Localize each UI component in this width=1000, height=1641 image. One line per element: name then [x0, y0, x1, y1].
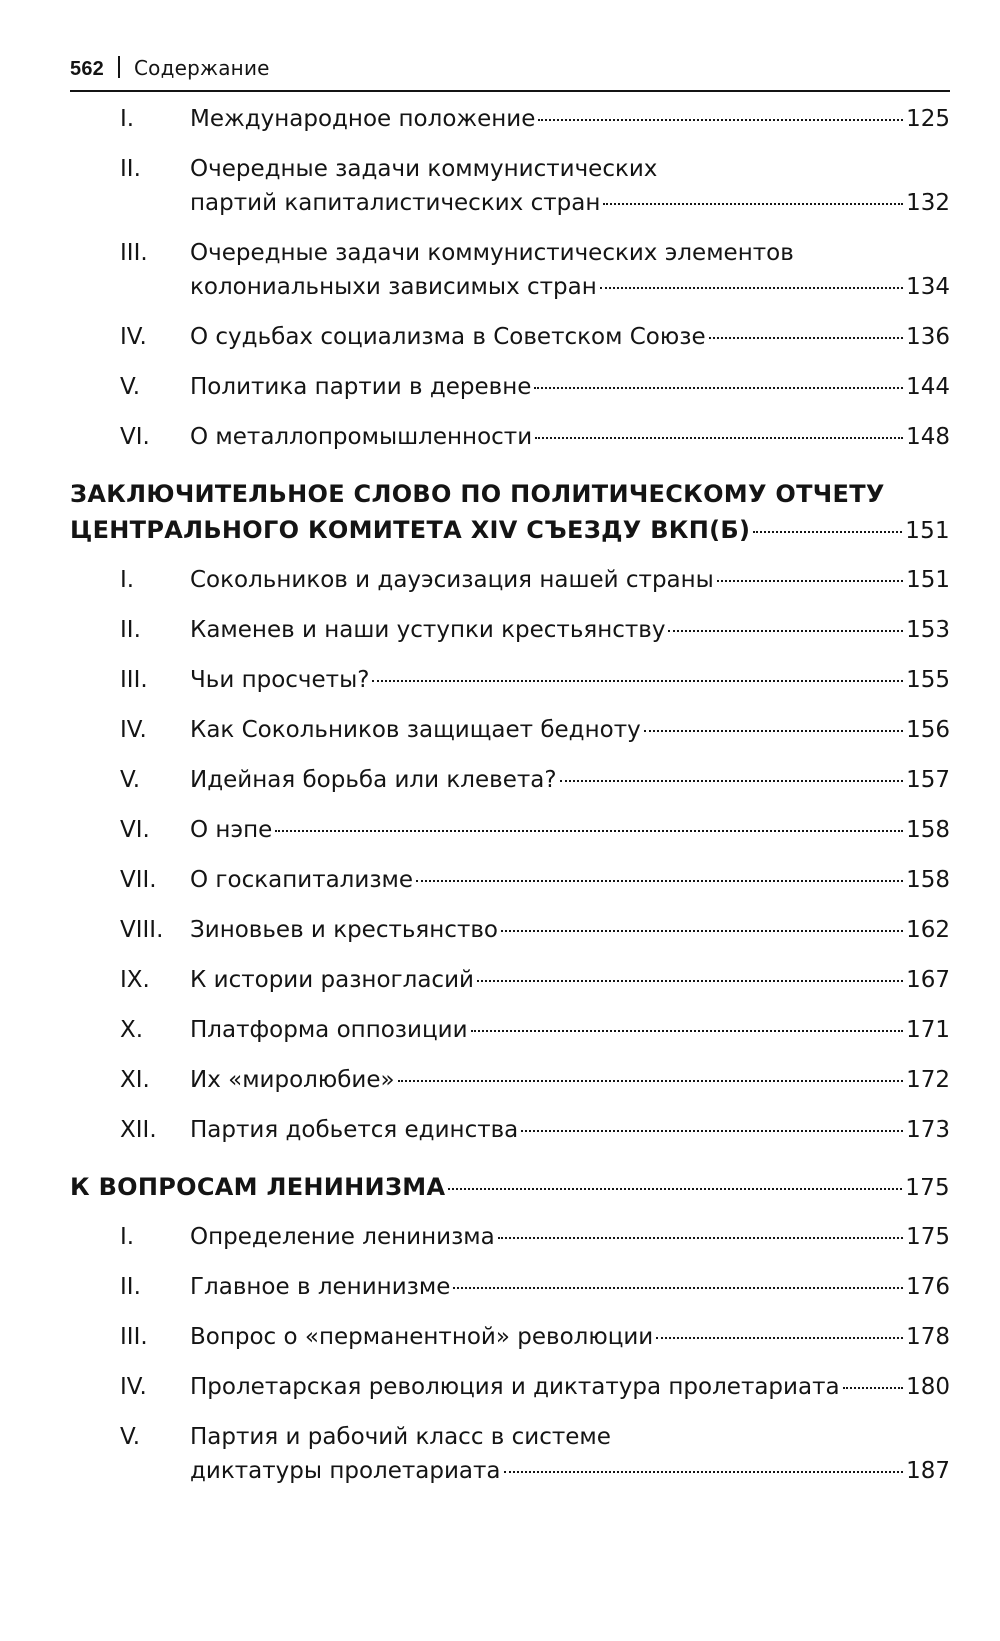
roman-numeral: V. — [120, 1424, 141, 1450]
entry-title: Чьи просчеты? — [190, 667, 370, 693]
roman-numeral: V. — [120, 767, 141, 793]
entry-body — [190, 663, 950, 697]
entry-page-number: 148 — [906, 424, 950, 450]
roman-numeral: XII. — [120, 1117, 157, 1143]
entry-title: Очередные задачи коммунистических элементов — [190, 240, 794, 266]
entry-line — [190, 963, 950, 997]
entry-page-number: 187 — [906, 1458, 950, 1484]
dot-leader — [498, 1237, 903, 1239]
entry-body — [190, 1063, 950, 1097]
dot-leader — [644, 730, 903, 732]
header-separator — [118, 56, 120, 78]
entry-line — [190, 613, 950, 647]
entry-page-number: 175 — [906, 1224, 950, 1250]
entry-line — [190, 1370, 950, 1404]
entry-page-number: 136 — [906, 324, 950, 350]
entry-line — [190, 863, 950, 897]
roman-numeral: IV. — [120, 717, 147, 743]
table-of-contents — [70, 102, 950, 1488]
dot-leader — [534, 387, 903, 389]
roman-numeral: III. — [120, 240, 148, 266]
entry-line — [190, 763, 950, 797]
roman-numeral: X. — [120, 1017, 144, 1043]
entry-title: Партия добьется единства — [190, 1117, 519, 1143]
entry-body — [190, 1270, 950, 1304]
section-heading-line — [70, 512, 950, 549]
toc-entry — [70, 1320, 950, 1354]
entry-title: О нэпе — [190, 817, 273, 843]
roman-numeral: IV. — [120, 1374, 147, 1400]
toc-entry — [70, 563, 950, 597]
entry-line — [190, 320, 950, 354]
dot-leader — [416, 880, 903, 882]
entry-line — [190, 1013, 950, 1047]
entry-body — [190, 863, 950, 897]
section-heading-text: ЦЕНТРАЛЬНОГО КОМИТЕТА XIV СЪЕЗДУ ВКП(Б) — [70, 516, 751, 544]
entry-body — [190, 1320, 950, 1354]
entry-title: Идейная борьба или клевета? — [190, 767, 557, 793]
entry-page-number: 158 — [906, 867, 950, 893]
entry-line — [190, 236, 950, 270]
roman-numeral: III. — [120, 667, 148, 693]
entry-line — [190, 713, 950, 747]
entry-body — [190, 152, 950, 220]
roman-numeral: VII. — [120, 867, 157, 893]
running-header — [70, 56, 950, 81]
dot-leader — [717, 580, 903, 582]
entry-title: Международное положение — [190, 106, 536, 132]
roman-numeral: VI. — [120, 424, 150, 450]
entry-line — [190, 913, 950, 947]
dot-leader — [668, 630, 903, 632]
roman-numeral: III. — [120, 1324, 148, 1350]
toc-entry — [70, 320, 950, 354]
toc-entry — [70, 813, 950, 847]
entry-title: Их «миролюбие» — [190, 1067, 395, 1093]
toc-entry — [70, 613, 950, 647]
entry-line — [190, 152, 950, 186]
entry-line — [190, 1113, 950, 1147]
toc-entry — [70, 663, 950, 697]
toc-section-heading — [70, 1169, 950, 1206]
entry-line — [190, 1270, 950, 1304]
entry-body — [190, 1420, 950, 1488]
entry-title: Зиновьев и крестьянство — [190, 917, 498, 943]
entry-title: О судьбах социализма в Советском Союзе — [190, 324, 706, 350]
toc-entry — [70, 913, 950, 947]
toc-entry — [70, 1420, 950, 1488]
entry-body — [190, 1013, 950, 1047]
entry-body — [190, 1113, 950, 1147]
entry-body — [190, 913, 950, 947]
entry-title: Главное в ленинизме — [190, 1274, 451, 1300]
entry-line — [190, 1063, 950, 1097]
roman-numeral: II. — [120, 617, 141, 643]
section-page-number: 151 — [905, 518, 950, 544]
entry-page-number: 162 — [906, 917, 950, 943]
entry-line — [190, 1220, 950, 1254]
dot-leader — [709, 337, 903, 339]
entry-page-number: 156 — [906, 717, 950, 743]
toc-entry — [70, 370, 950, 404]
entry-body — [190, 420, 950, 454]
entry-page-number: 125 — [906, 106, 950, 132]
entry-body — [190, 1370, 950, 1404]
toc-entry — [70, 713, 950, 747]
roman-numeral: I. — [120, 106, 135, 132]
dot-leader — [538, 119, 903, 121]
entry-title: диктатуры пролетариата — [190, 1458, 501, 1484]
roman-numeral: XI. — [120, 1067, 150, 1093]
entry-page-number: 176 — [906, 1274, 950, 1300]
roman-numeral: VI. — [120, 817, 150, 843]
entry-title: Пролетарская революция и диктатура пролетариата — [190, 1374, 840, 1400]
entry-page-number: 180 — [906, 1374, 950, 1400]
toc-entry — [70, 236, 950, 304]
toc-section-heading — [70, 476, 950, 549]
toc-entry — [70, 1370, 950, 1404]
roman-numeral: II. — [120, 1274, 141, 1300]
dot-leader — [753, 531, 902, 533]
header-rule — [70, 90, 950, 92]
roman-numeral: VIII. — [120, 917, 164, 943]
entry-page-number: 173 — [906, 1117, 950, 1143]
entry-page-number: 134 — [906, 274, 950, 300]
entry-body — [190, 813, 950, 847]
entry-body — [190, 370, 950, 404]
dot-leader — [453, 1287, 903, 1289]
entry-page-number: 144 — [906, 374, 950, 400]
page-number: 562 — [70, 58, 104, 80]
section-page-number: 175 — [905, 1175, 950, 1201]
toc-entry — [70, 1063, 950, 1097]
toc-entry — [70, 420, 950, 454]
dot-leader — [560, 780, 904, 782]
entry-line — [190, 420, 950, 454]
entry-page-number: 153 — [906, 617, 950, 643]
entry-body — [190, 102, 950, 136]
roman-numeral: I. — [120, 567, 135, 593]
entry-body — [190, 1220, 950, 1254]
entry-body — [190, 236, 950, 304]
roman-numeral: V. — [120, 374, 141, 400]
entry-title: Очередные задачи коммунистических — [190, 156, 658, 182]
entry-body — [190, 320, 950, 354]
section-heading-text: К ВОПРОСАМ ЛЕНИНИЗМА — [70, 1173, 446, 1201]
entry-page-number: 158 — [906, 817, 950, 843]
entry-title: партий капиталистических стран — [190, 190, 601, 216]
dot-leader — [600, 287, 903, 289]
toc-entry — [70, 1113, 950, 1147]
toc-entry — [70, 102, 950, 136]
entry-page-number: 157 — [906, 767, 950, 793]
dot-leader — [477, 980, 903, 982]
entry-title: колониальныхи зависимых стран — [190, 274, 597, 300]
entry-page-number: 132 — [906, 190, 950, 216]
toc-entry — [70, 152, 950, 220]
entry-line — [190, 813, 950, 847]
entry-title: К истории разногласий — [190, 967, 474, 993]
entry-page-number: 171 — [906, 1017, 950, 1043]
dot-leader — [448, 1188, 902, 1190]
entry-title: Определение ленинизма — [190, 1224, 495, 1250]
running-title: Содержание — [133, 56, 270, 80]
section-heading-line — [70, 476, 950, 512]
entry-line — [190, 186, 950, 220]
dot-leader — [398, 1080, 904, 1082]
dot-leader — [535, 437, 903, 439]
entry-page-number: 151 — [906, 567, 950, 593]
entry-line — [190, 563, 950, 597]
section-heading-text: ЗАКЛЮЧИТЕЛЬНОЕ СЛОВО ПО ПОЛИТИЧЕСКОМУ ОТЧЕТУ — [70, 480, 885, 508]
entry-page-number: 172 — [906, 1067, 950, 1093]
roman-numeral: IX. — [120, 967, 150, 993]
entry-line — [190, 102, 950, 136]
entry-title: Платформа оппозиции — [190, 1017, 468, 1043]
dot-leader — [275, 830, 903, 832]
entry-line — [190, 370, 950, 404]
entry-body — [190, 763, 950, 797]
entry-page-number: 167 — [906, 967, 950, 993]
entry-line — [190, 1320, 950, 1354]
entry-title: Сокольников и дауэсизация нашей страны — [190, 567, 714, 593]
entry-title: Политика партии в деревне — [190, 374, 532, 400]
entry-line — [190, 1454, 950, 1488]
roman-numeral: II. — [120, 156, 141, 182]
dot-leader — [471, 1030, 904, 1032]
entry-body — [190, 963, 950, 997]
section-heading-line — [70, 1169, 950, 1206]
entry-title: О металлопромышленности — [190, 424, 533, 450]
entry-title: О госкапитализме — [190, 867, 414, 893]
roman-numeral: IV. — [120, 324, 147, 350]
toc-entry — [70, 1013, 950, 1047]
entry-line — [190, 1420, 950, 1454]
entry-body — [190, 563, 950, 597]
entry-line — [190, 270, 950, 304]
entry-page-number: 178 — [906, 1324, 950, 1350]
entry-title: Как Сокольников защищает бедноту — [190, 717, 641, 743]
dot-leader — [501, 930, 903, 932]
toc-entry — [70, 963, 950, 997]
entry-body — [190, 713, 950, 747]
dot-leader — [504, 1471, 904, 1473]
dot-leader — [843, 1387, 904, 1389]
entry-body — [190, 613, 950, 647]
roman-numeral: I. — [120, 1224, 135, 1250]
entry-page-number: 155 — [906, 667, 950, 693]
toc-entry — [70, 1220, 950, 1254]
dot-leader — [656, 1337, 903, 1339]
dot-leader — [603, 203, 903, 205]
toc-entry — [70, 763, 950, 797]
entry-title: Партия и рабочий класс в системе — [190, 1424, 611, 1450]
entry-title: Вопрос о «перманентной» революции — [190, 1324, 654, 1350]
toc-entry — [70, 863, 950, 897]
entry-title: Каменев и наши уступки крестьянству — [190, 617, 666, 643]
entry-line — [190, 663, 950, 697]
toc-entry — [70, 1270, 950, 1304]
dot-leader — [372, 680, 903, 682]
dot-leader — [521, 1130, 903, 1132]
